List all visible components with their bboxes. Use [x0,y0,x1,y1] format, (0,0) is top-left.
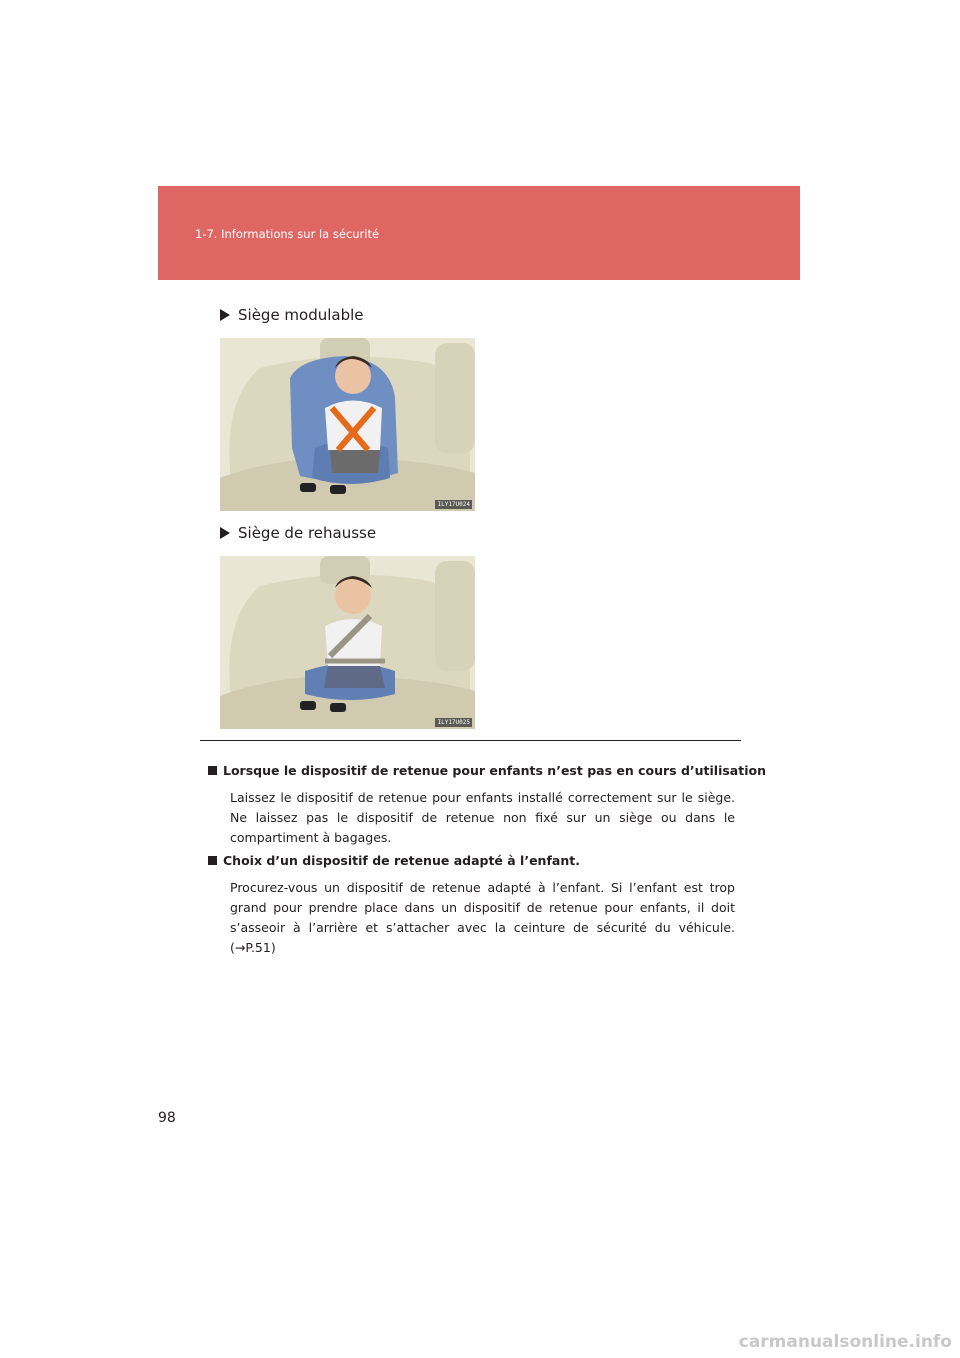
note-title-text: Lorsque le dispositif de retenue pour enfants n’est pas en cours d’utilisation [223,763,766,778]
triangle-right-icon [220,309,230,321]
square-bullet-icon [208,856,217,865]
figure-code: ILY17U024 [437,501,470,508]
note-body: Procurez-vous un dispositif de retenue adapté à l’enfant. Si l’enfant est trop grand pour prendre place dans un dispositif de retenue pour enfants, il doit s’asseoir à l’arrière et s’attacher avec la ceinture de sécurité du véhicule. (→P.51) [230,880,735,955]
figure-label-row [220,524,376,542]
square-bullet-icon [208,766,217,775]
note-title-text: Choix d’un dispositif de retenue adapté à l’enfant. [223,853,580,868]
booster-seat-drawing [220,556,475,729]
figure-label-row [220,306,364,324]
watermark[interactable]: carmanualsonline.info [738,1332,952,1352]
note-title [208,853,580,868]
note-title [208,763,766,778]
page-number: 98 [158,1110,176,1126]
note-body: Laissez le dispositif de retenue pour enfants installé correctement sur le siège. Ne laissez pas le dispositif de retenue non fixé sur un siège ou dans le compartiment à bagages. [230,790,735,845]
figure-code: ILY17U025 [437,719,470,726]
figure-label: Siège de rehausse [238,524,377,542]
convertible-seat-illustration [220,338,475,511]
section-divider [200,740,741,741]
section-title: 1-7. Informations sur la sécurité [195,227,380,241]
booster-seat-illustration [220,556,475,729]
triangle-right-icon [220,527,230,539]
figure-label: Siège modulable [238,306,364,324]
convertible-seat-drawing [220,338,475,511]
